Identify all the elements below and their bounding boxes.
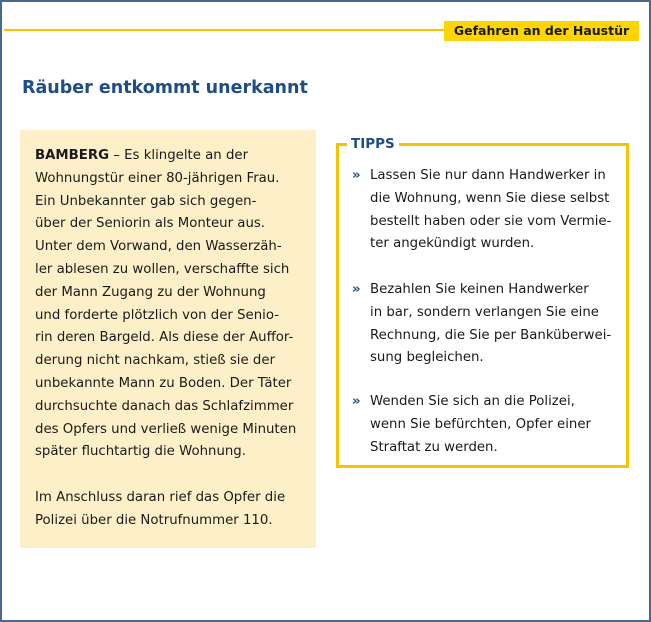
- tip-text: [370, 391, 591, 459]
- article-line: Wohnungstür einer 80-jährigen Frau.: [35, 170, 280, 186]
- tip-line: bestellt haben oder sie vom Vermie-: [370, 213, 612, 229]
- tip-text: [370, 279, 611, 370]
- article-line: Polizei über die Notrufnummer 110.: [35, 512, 273, 528]
- tip-line: wenn Sie befürchten, Opfer einer: [370, 416, 592, 432]
- chevron-right-icon: »: [352, 282, 361, 297]
- paragraph-gap: [35, 464, 306, 487]
- section-tag: Gefahren an der Haustür: [444, 21, 639, 41]
- chevron-right-icon: »: [352, 168, 361, 183]
- tip-line: Rechnung, die Sie per Banküberwei-: [370, 327, 612, 343]
- article-line: unbekannte Mann zu Boden. Der Täter: [35, 375, 292, 391]
- tip-line: in bar, sondern verlangen Sie eine: [370, 304, 599, 320]
- article-box: [20, 130, 316, 548]
- article-line: ler ablesen zu wollen, verschaffte sich: [35, 261, 290, 277]
- article-line: Ein Unbekannter gab sich gegen-: [35, 193, 257, 209]
- tip-text: [370, 165, 611, 256]
- tip-item: [352, 165, 611, 256]
- tip-item: [352, 391, 591, 459]
- article-line: Unter dem Vorwand, den Wasserzäh-: [35, 239, 282, 255]
- tip-line: sung begleichen.: [370, 350, 484, 366]
- article-dateline: BAMBERG: [35, 148, 110, 163]
- article-line: und forderte plötzlich von der Senio-: [35, 307, 279, 323]
- tip-line: Wenden Sie sich an die Polizei,: [370, 394, 575, 409]
- tip-item: [352, 279, 611, 370]
- article-line: Im Anschluss daran rief das Opfer die: [35, 489, 286, 505]
- article-line: über der Seniorin als Monteur aus.: [35, 216, 266, 232]
- tips-title: TIPPS: [347, 135, 399, 153]
- article-line: der Mann Zugang zu der Wohnung: [35, 284, 266, 300]
- article-first-line: [35, 145, 306, 168]
- tip-line: Lassen Sie nur dann Handwerker in: [370, 168, 606, 183]
- tip-line: ter angekündigt wurden.: [370, 236, 535, 252]
- article-line: rin deren Bargeld. Als diese der Auffor-: [35, 330, 294, 346]
- article-line: des Opfers und verließ wenige Minuten: [35, 421, 297, 437]
- article-line: derung nicht nachkam, stieß sie der: [35, 353, 275, 369]
- tips-box: [336, 136, 629, 468]
- article-line: später fluchtartig die Wohnung.: [35, 444, 246, 460]
- tip-line: die Wohnung, wenn Sie diese selbst: [370, 190, 610, 206]
- header-rule: [4, 29, 444, 31]
- article-first-line-rest: – Es klingelte an der: [109, 148, 249, 163]
- tip-line: Bezahlen Sie keinen Handwerker: [370, 282, 589, 297]
- chevron-right-icon: »: [352, 394, 361, 409]
- tip-line: Straftat zu werden.: [370, 439, 498, 455]
- article-line: durchsuchte danach das Schlafzimmer: [35, 398, 294, 414]
- article-headline: Räuber entkommt unerkannt: [22, 78, 308, 98]
